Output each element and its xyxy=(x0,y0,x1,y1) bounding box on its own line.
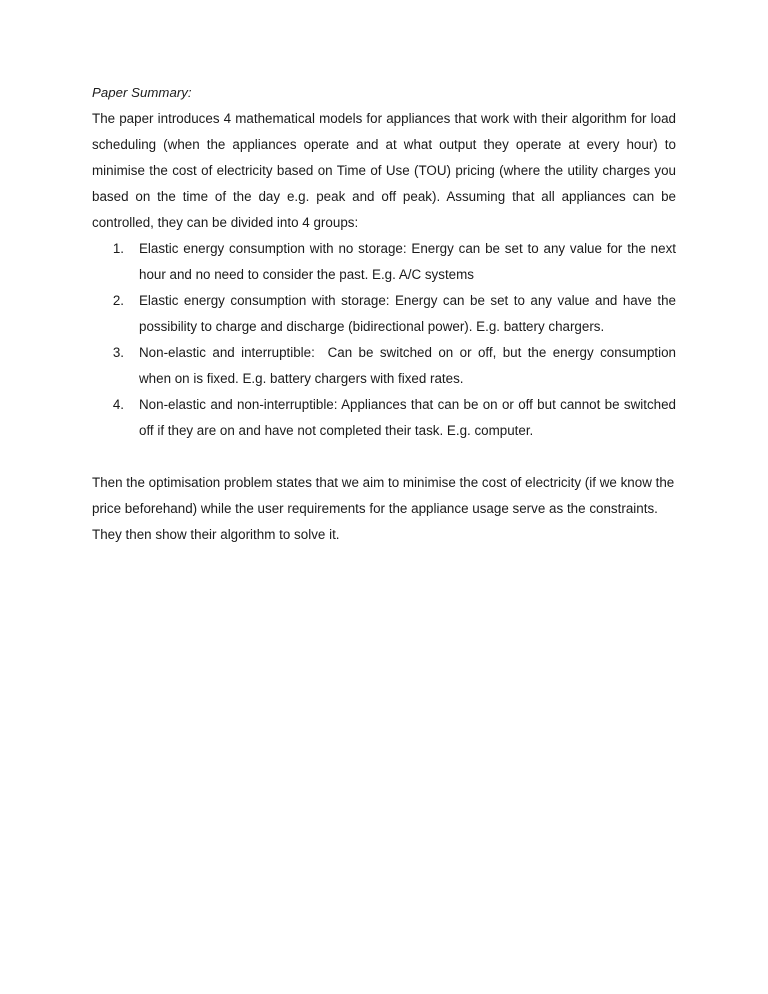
appliance-groups-list xyxy=(92,236,680,444)
list-item: Elastic energy consumption with no storage: Energy can be set to any value for the next hour and no need to consider the past. E.g. A/C systems xyxy=(139,241,676,282)
paragraph-spacer xyxy=(92,444,676,470)
intro-paragraph: The paper introduces 4 mathematical models for appliances that work with their algorithm for load scheduling (when the appliances operate and at what output they operate at every hour) to minimise the cost of electricity based on Time of Use (TOU) pricing (where the utility charges you based on the time of the day e.g. peak and off peak). Assuming that all appliances can be controlled, they can be divided into 4 groups: xyxy=(92,111,676,230)
list-item: Non-elastic and non-interruptible: Appliances that can be on or off but cannot be switched off if they are on and have not completed their task. E.g. computer. xyxy=(139,397,676,438)
closing-paragraph: Then the optimisation problem states that we aim to minimise the cost of electricity (if we know the price beforehand) while the user requirements for the appliance usage serve as the constraints. They then show their algorithm to solve it. xyxy=(92,475,675,542)
list-item: Non-elastic and interruptible: Can be switched on or off, but the energy consumption when on is fixed. E.g. battery chargers with fixed rates. xyxy=(139,345,680,386)
paper-summary-heading: Paper Summary: xyxy=(92,85,192,100)
list-item: Elastic energy consumption with storage: Energy can be set to any value and have the possibility to charge and discharge (bidirectional power). E.g. battery chargers. xyxy=(139,293,676,334)
document-body xyxy=(92,80,680,548)
